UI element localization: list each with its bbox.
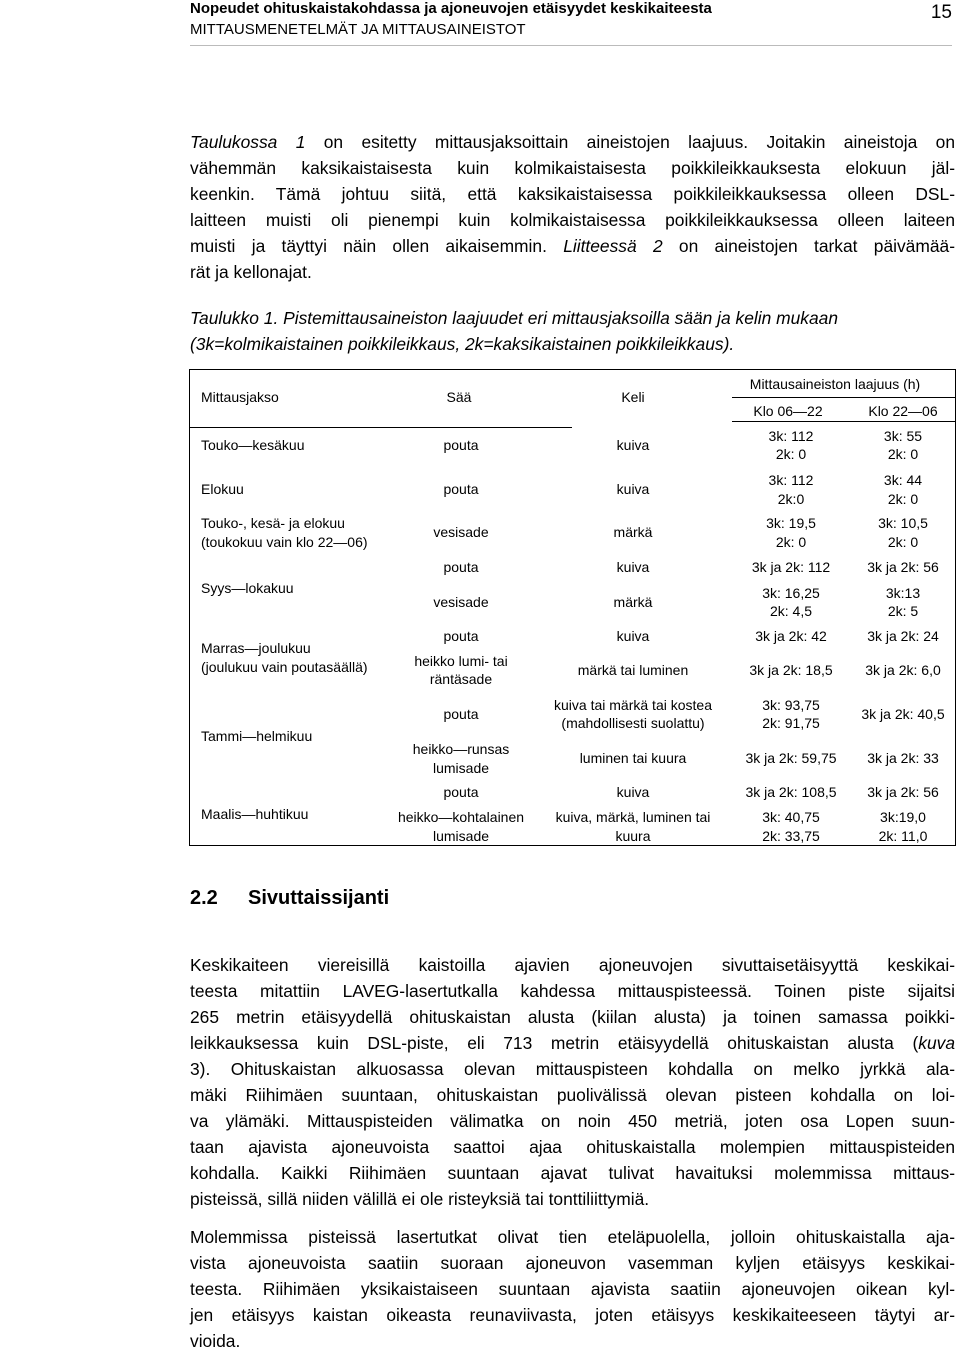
intro-line: muisti ja täyttyi näin ollen aikaisemmin. Liitteessä 2 on aineistojen tarkat päivämää-: [190, 236, 955, 256]
extent-cell: 3k ja 2k: 56: [867, 784, 939, 800]
extent-cell: 3k: 16,25: [762, 585, 820, 601]
road-cell: kuiva: [616, 437, 650, 453]
road-cell: märkä: [613, 594, 653, 610]
body-line: Keskikaiteen viereisillä kaistoilla ajavien ajoneuvojen sivuttaisetäisyyttä keskikai-: [190, 955, 955, 975]
period-label: Touko—kesäkuu: [201, 437, 305, 453]
body-line: 265 metrin etäisyydellä ohituskaistan alusta (kiilan alusta) ja toinen samassa poikki-: [190, 1007, 955, 1027]
extent-cell: 3k ja 2k: 6,0: [865, 662, 941, 678]
weather-cell: pouta: [443, 706, 479, 722]
extent-cell: 3k: 55: [883, 428, 923, 444]
period-label: Tammi—helmikuu: [201, 728, 313, 744]
period-label: Elokuu: [201, 481, 244, 497]
weather-cell: lumisade: [432, 828, 490, 844]
extent-cell: 2k: 33,75: [762, 828, 820, 844]
weather-cell: heikko—runsas: [412, 741, 510, 757]
extent-cell: 3k: 40,75: [762, 809, 820, 825]
table-caption: [190, 305, 960, 357]
period-label: Touko-, kesä- ja elokuu: [201, 515, 345, 531]
data-table: [189, 369, 956, 846]
page-header: [190, 0, 960, 48]
header-data-extent: Mittausaineiston laajuus (h): [749, 376, 921, 392]
weather-cell: vesisade: [433, 594, 489, 610]
extent-cell: 2k: 0: [775, 446, 807, 462]
intro-line: rät ja kellonajat.: [190, 262, 312, 282]
period-label: Marras—joulukuu: [201, 640, 311, 656]
extent-cell: 2k: 91,75: [762, 715, 820, 731]
body-line: jen etäisyys kaistan oikeasta reunaviivasta, joten etäisyys keskikaiteeseen täytyi ar-: [190, 1305, 955, 1325]
body-line: vioida.: [190, 1331, 241, 1351]
extent-cell: 3k: 10,5: [878, 515, 928, 531]
weather-cell: pouta: [443, 784, 479, 800]
caption-line: (3k=kolmikaistainen poikkileikkaus, 2k=kaksikaistainen poikkileikkaus).: [190, 334, 735, 354]
extent-cell: 3k ja 2k: 56: [867, 559, 939, 575]
table-rule: [732, 397, 956, 398]
weather-cell: pouta: [443, 559, 479, 575]
road-cell: kuiva: [616, 559, 650, 575]
intro-line: vähemmän kaksikaistaisesta kuin kolmikaistaisesta poikkileikkauksesta elokuun jäl-: [190, 158, 955, 178]
extent-cell: 3k ja 2k: 24: [867, 628, 939, 644]
chapter-title: MITTAUSMENETELMÄT JA MITTAUSAINEISTOT: [190, 21, 526, 38]
extent-cell: 3k: 93,75: [762, 697, 820, 713]
road-cell: kuiva: [616, 481, 650, 497]
header-time-day: Klo 06—22: [753, 403, 823, 419]
period-note: (joulukuu vain poutasäällä): [201, 659, 368, 675]
body-paragraph-2: [190, 1224, 955, 1354]
body-line: mäki Riihimäen suuntaan, ohituskaistan puolivälissä olevan pisteen kohdalla on loi-: [190, 1085, 955, 1105]
extent-cell: 3k ja 2k: 112: [751, 559, 831, 575]
intro-line: Taulukossa 1 on esitetty mittausjaksoittain aineistojen laajuus. Joitakin aineistoja on: [190, 132, 955, 152]
extent-cell: 3k ja 2k: 18,5: [749, 662, 833, 678]
road-cell: märkä tai luminen: [577, 662, 689, 678]
page-number: 15: [930, 2, 952, 23]
header-period: Mittausjakso: [201, 389, 279, 405]
period-label: Syys—lokakuu: [201, 580, 294, 596]
weather-cell: räntäsade: [429, 671, 493, 687]
extent-cell: 3k: 19,5: [766, 515, 816, 531]
weather-cell: pouta: [443, 437, 479, 453]
caption-line: Taulukko 1. Pistemittausaineiston laajuudet eri mittausjaksoilla sään ja kelin mukaan: [190, 308, 838, 328]
body-line: vista ajoneuvoista saatiin suoraan ajoneuvon vasemman kyljen etäisyys keskikai-: [190, 1253, 955, 1273]
road-cell: kuiva: [616, 784, 650, 800]
road-cell: kuura: [615, 828, 651, 844]
body-line: leikkauksessa kuin DSL-piste, eli 713 metrin etäisyydellä ohituskaistan alusta (kuva: [190, 1033, 955, 1053]
body-line: pisteissä, sillä niiden välillä ei ole risteyksiä tai tonttiliittymiä.: [190, 1189, 650, 1209]
road-cell: kuiva: [616, 628, 650, 644]
weather-cell: pouta: [443, 628, 479, 644]
header-weather: Sää: [446, 389, 472, 405]
extent-cell: 3k ja 2k: 59,75: [745, 750, 837, 766]
intro-line: keenkin. Tämä johtuu siitä, että kaksikaistaisessa poikkileikkauksessa olleen DSL-: [190, 184, 955, 204]
extent-cell: 2k: 4,5: [769, 603, 813, 619]
weather-cell: lumisade: [432, 760, 490, 776]
extent-cell: 3k: 112: [768, 472, 814, 488]
section-title: Sivuttaissijanti: [248, 887, 390, 909]
body-line: kohdalla. Kaikki Riihimäen suuntaan ajavat tulivat havaituksi molemmissa mittaus-: [190, 1163, 955, 1183]
section-number: 2.2: [190, 887, 218, 909]
extent-cell: 3k:13: [885, 585, 921, 601]
weather-cell: pouta: [443, 481, 479, 497]
body-paragraph-1: [190, 952, 955, 1212]
weather-cell: heikko—kohtalainen: [397, 809, 525, 825]
extent-cell: 2k: 11,0: [878, 828, 928, 844]
intro-line: laitteen muisti oli pienempi kuin kolmikaistaisessa poikkileikkauksessa olleen laiteen: [190, 210, 955, 230]
extent-cell: 2k:0: [777, 491, 805, 507]
body-line: Molemmissa pisteissä lasertutkat olivat tien eteläpuolella, jolloin ohituskaistalla aja-: [190, 1227, 955, 1247]
body-line: teesta mitattiin LAVEG-lasertutkalla kahdessa mittauspisteessä. Toinen piste sijaitsi: [190, 981, 955, 1001]
body-line: va ylämäki. Mittauspisteiden välimatka on noin 450 metriä, joten osa Lopen suun-: [190, 1111, 955, 1131]
appendix-reference[interactable]: Liitteessä 2: [563, 236, 663, 256]
extent-cell: 3k ja 2k: 40,5: [861, 706, 945, 722]
extent-cell: 3k:19,0: [880, 809, 926, 825]
section-heading: [190, 887, 389, 910]
table-reference[interactable]: Taulukossa 1: [190, 132, 306, 152]
road-cell: luminen tai kuura: [579, 750, 687, 766]
extent-cell: 2k: 5: [887, 603, 919, 619]
extent-cell: 2k: 0: [775, 534, 807, 550]
extent-cell: 3k: 44: [883, 472, 923, 488]
intro-paragraph: [190, 129, 955, 285]
road-cell: (mahdollisesti suolattu): [561, 715, 705, 731]
header-divider: [190, 45, 952, 46]
body-line: 3). Ohituskaistan alkuosassa olevan mittauspisteen kohdalla on melko jyrkkä ala-: [190, 1059, 955, 1079]
body-line: taan ajavista ajoneuvoista saattoi ajaa ohituskaistalla molempien mittauspisteiden: [190, 1137, 955, 1157]
header-time-night: Klo 22—06: [868, 403, 938, 419]
document-title: Nopeudet ohituskaistakohdassa ja ajoneuvojen etäisyydet keskikaiteesta: [190, 0, 712, 17]
extent-cell: 2k: 0: [887, 446, 919, 462]
weather-cell: vesisade: [433, 524, 489, 540]
table-rule: [732, 421, 956, 422]
header-road-condition: Keli: [621, 389, 645, 405]
weather-cell: heikko lumi- tai: [414, 653, 508, 669]
table-rule: [190, 427, 572, 428]
road-cell: kuiva, märkä, luminen tai: [555, 809, 711, 825]
road-cell: märkä: [613, 524, 653, 540]
extent-cell: 3k ja 2k: 108,5: [745, 784, 837, 800]
body-line: teesta. Riihimäen yksikaistaiseen suuntaan ajavista saatiin ajoneuvojen oikean kyl-: [190, 1279, 955, 1299]
figure-reference[interactable]: kuva: [918, 1033, 955, 1053]
period-label: Maalis—huhtikuu: [201, 806, 309, 822]
road-cell: kuiva tai märkä tai kostea: [554, 697, 712, 713]
extent-cell: 3k ja 2k: 42: [755, 628, 827, 644]
extent-cell: 2k: 0: [887, 491, 919, 507]
extent-cell: 3k ja 2k: 33: [867, 750, 939, 766]
extent-cell: 3k: 112: [768, 428, 814, 444]
extent-cell: 2k: 0: [887, 534, 919, 550]
period-note: (toukokuu vain klo 22—06): [201, 534, 368, 550]
